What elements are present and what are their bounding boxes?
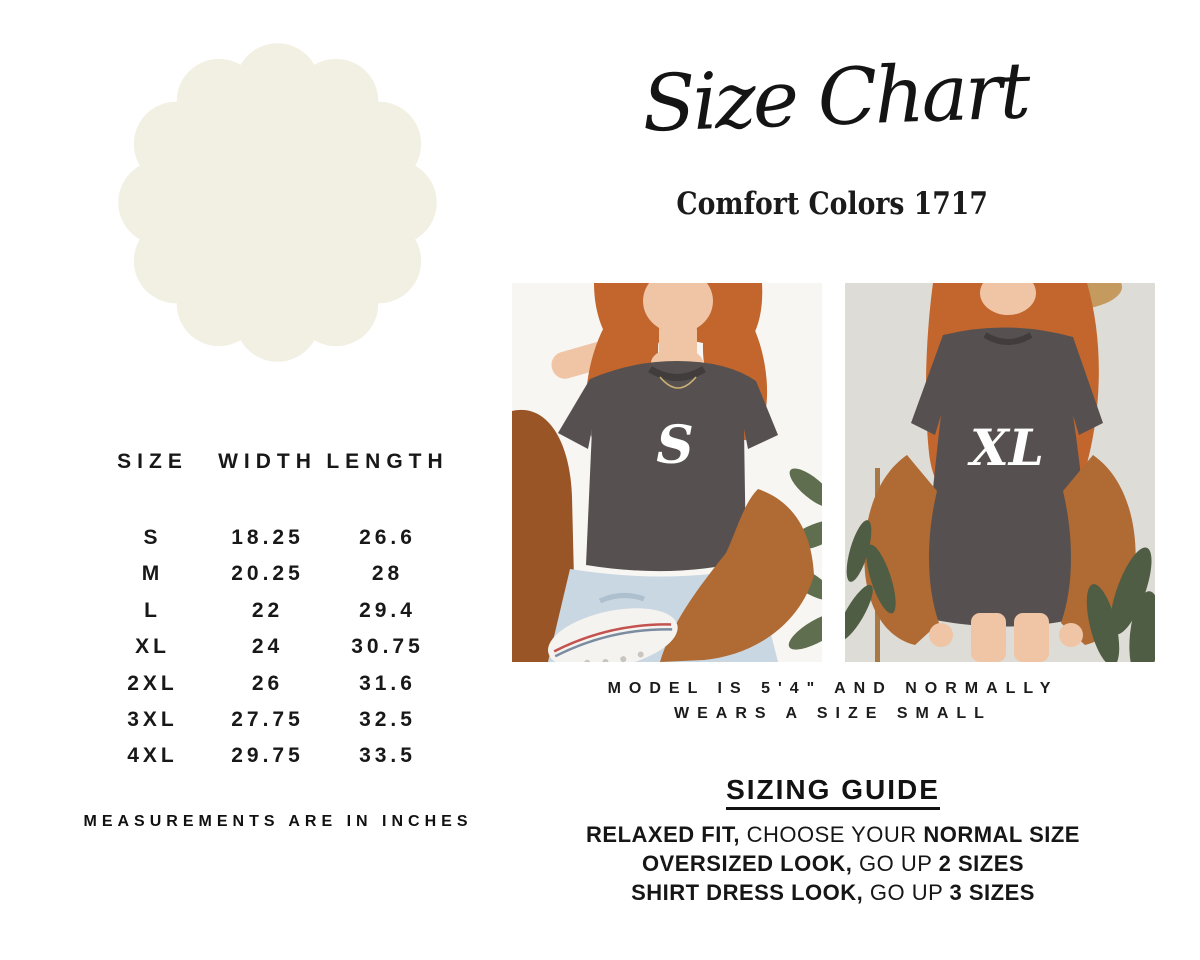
size-cell: S [143, 526, 162, 549]
sizing-guide-line-oversized [483, 849, 1183, 878]
column-header-length: LENGTH [326, 450, 449, 473]
table-row [95, 556, 450, 592]
model-photo-size-s [512, 283, 822, 662]
width-cell: 20.25 [231, 562, 304, 586]
size-cell: M [141, 562, 164, 586]
measurements-note: MEASUREMENTS ARE IN INCHES [83, 813, 473, 830]
column-header-width: WIDTH [218, 450, 317, 473]
model-note-line1: MODEL IS 5'4" AND NORMALLY [607, 680, 1059, 697]
size-cell: 3XL [127, 707, 178, 731]
sizing-guide-heading: SIZING GUIDE [726, 774, 940, 810]
size-cell: L [144, 598, 161, 622]
shirt-size-letter-xl: XL [970, 418, 1044, 477]
sizing-guide [483, 774, 1183, 907]
shirt-size-letter-s: S [656, 415, 694, 476]
width-cell: 29.75 [231, 744, 304, 768]
width-cell: 26 [251, 671, 284, 695]
sizing-guide-lines [483, 820, 1183, 907]
width-cell: 24 [251, 635, 284, 659]
guide-segment: OVERSIZED LOOK, [641, 851, 853, 876]
guide-segment: 3 SIZES [949, 880, 1035, 905]
model-note [483, 676, 1183, 726]
size-table [95, 450, 450, 775]
table-row [95, 593, 450, 629]
guide-segment: NORMAL SIZE [923, 822, 1080, 847]
table-row [95, 520, 450, 556]
guide-segment: 2 SIZES [938, 851, 1025, 876]
length-cell: 31.6 [359, 671, 416, 695]
guide-segment: GO UP [869, 880, 943, 905]
size-table-header [95, 450, 450, 474]
scallop-shape [118, 43, 437, 362]
length-cell: 29.4 [359, 598, 416, 622]
table-row [95, 738, 450, 774]
table-row [95, 629, 450, 665]
size-cell: 2XL [127, 671, 178, 695]
sizing-guide-line-relaxed [483, 820, 1183, 849]
scallop-badge [115, 40, 440, 365]
table-row [95, 702, 450, 738]
length-cell: 26.6 [359, 526, 416, 549]
guide-segment: CHOOSE YOUR [746, 822, 917, 847]
width-cell: 27.75 [231, 707, 304, 731]
column-header-size: SIZE [117, 450, 188, 473]
width-cell: 22 [251, 598, 284, 622]
sizing-guide-line-shirt-dress [483, 878, 1183, 907]
width-cell: 18.25 [231, 526, 304, 549]
model-photo-size-xl-illustration [845, 283, 1155, 662]
model-note-line2: WEARS A SIZE SMALL [674, 705, 992, 722]
guide-segment: GO UP [858, 851, 932, 876]
model-photo-size-xl [845, 283, 1155, 662]
page-title: Size Chart [640, 46, 1030, 150]
size-cell: XL [135, 635, 170, 659]
guide-segment: RELAXED FIT, [586, 822, 740, 847]
page-subtitle-text: Comfort Colors 1717 [676, 186, 988, 222]
page-subtitle [632, 186, 1032, 222]
length-cell: 28 [371, 562, 404, 586]
length-cell: 33.5 [359, 744, 416, 768]
guide-segment: SHIRT DRESS LOOK, [631, 880, 864, 905]
size-table-body [95, 520, 450, 775]
table-row [95, 666, 450, 702]
length-cell: 32.5 [359, 707, 416, 731]
length-cell: 30.75 [351, 635, 424, 659]
model-photo-size-s-illustration [512, 283, 822, 662]
size-cell: 4XL [127, 744, 178, 768]
